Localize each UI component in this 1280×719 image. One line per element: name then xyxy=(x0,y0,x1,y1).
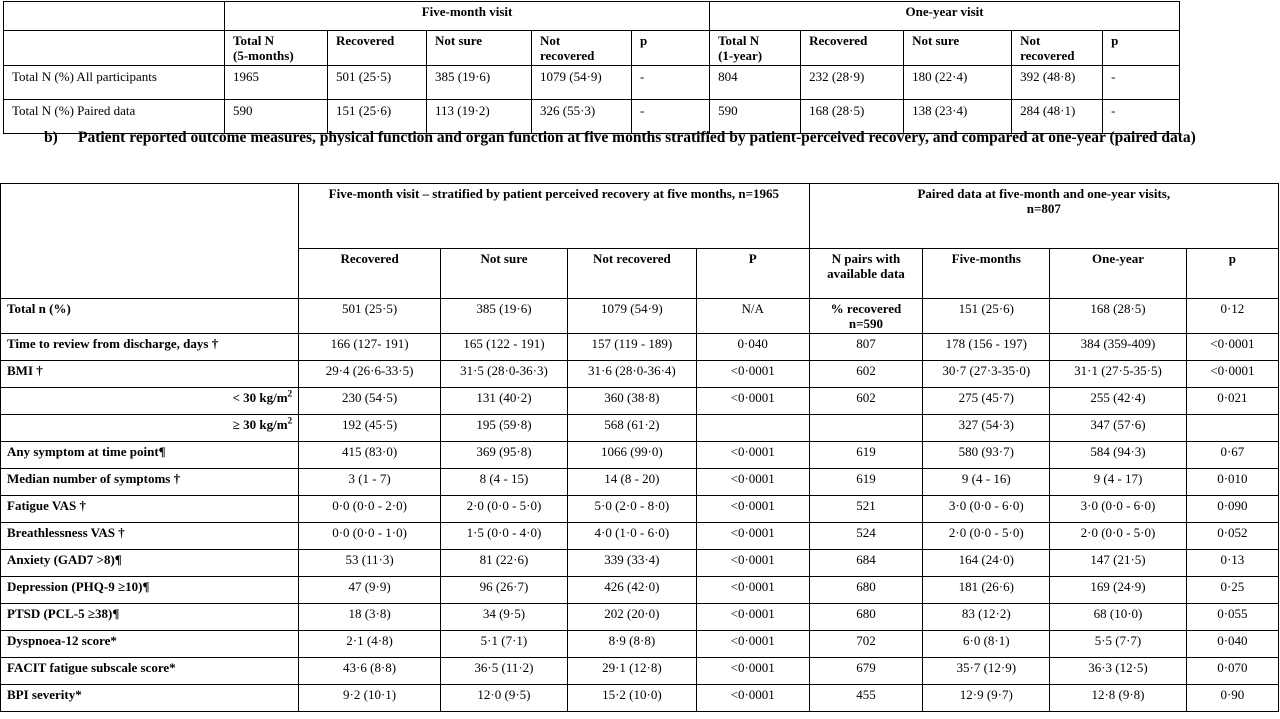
outcomes-cell: <0·0001 xyxy=(696,388,809,415)
outcomes-row-label: Time to review from discharge, days † xyxy=(1,334,299,361)
outcomes-cell: 2·0 (0·0 - 5·0) xyxy=(1050,523,1187,550)
summary-cell: - xyxy=(1103,100,1180,134)
outcomes-cell: <0·0001 xyxy=(696,550,809,577)
summary-cell: 284 (48·1) xyxy=(1012,100,1103,134)
outcomes-body xyxy=(1,334,1279,712)
outcomes-cell: 0·25 xyxy=(1186,577,1278,604)
outcomes-row-label: Dyspnoea-12 score* xyxy=(1,631,299,658)
summary-cell: - xyxy=(632,100,710,134)
outcomes-cell: 36·3 (12·5) xyxy=(1050,658,1187,685)
outcomes-cell: 501 (25·5) xyxy=(299,299,441,334)
outcomes-cell: 679 xyxy=(809,658,923,685)
outcomes-cell: 3·0 (0·0 - 6·0) xyxy=(1050,496,1187,523)
summary-col-header: Not sure xyxy=(427,31,532,66)
outcomes-row xyxy=(1,631,1279,658)
caption-text: Patient reported outcome measures, physical function and organ function at five months stratified by patient-perceived recovery, and compared at one-year (paired data) xyxy=(78,129,1196,146)
summary-cell: 1965 xyxy=(225,66,328,100)
outcomes-cell: 12·0 (9·5) xyxy=(441,685,568,712)
summary-group-header: Five-month visit xyxy=(225,2,710,31)
outcomes-row xyxy=(1,496,1279,523)
caption-label: b) xyxy=(44,129,58,146)
outcomes-cell: 1066 (99·0) xyxy=(567,442,696,469)
outcomes-cell: 14 (8 - 20) xyxy=(567,469,696,496)
outcomes-row xyxy=(1,604,1279,631)
outcomes-cell xyxy=(696,415,809,442)
outcomes-cell: 30·7 (27·3-35·0) xyxy=(923,361,1050,388)
outcomes-cell: 3·0 (0·0 - 6·0) xyxy=(923,496,1050,523)
outcomes-row xyxy=(1,388,1279,415)
outcomes-row xyxy=(1,361,1279,388)
summary-cell: 501 (25·5) xyxy=(328,66,427,100)
outcomes-cell: 275 (45·7) xyxy=(923,388,1050,415)
outcomes-cell: 0·070 xyxy=(1186,658,1278,685)
outcomes-cell: <0·0001 xyxy=(696,523,809,550)
outcomes-cell: 0·010 xyxy=(1186,469,1278,496)
outcomes-row-label: Anxiety (GAD7 >8)¶ xyxy=(1,550,299,577)
outcomes-table xyxy=(0,183,1279,712)
outcomes-cell: <0·0001 xyxy=(696,361,809,388)
outcomes-row-label: Depression (PHQ-9 ≥10)¶ xyxy=(1,577,299,604)
outcomes-cell: 327 (54·3) xyxy=(923,415,1050,442)
outcomes-cell: 83 (12·2) xyxy=(923,604,1050,631)
outcomes-cell: 584 (94·3) xyxy=(1050,442,1187,469)
outcomes-cell: 455 xyxy=(809,685,923,712)
outcomes-row-label: Median number of symptoms † xyxy=(1,469,299,496)
outcomes-cell: 0·12 xyxy=(1186,299,1278,334)
outcomes-cell: 0·040 xyxy=(1186,631,1278,658)
outcomes-cell: 34 (9·5) xyxy=(441,604,568,631)
outcomes-cell: 347 (57·6) xyxy=(1050,415,1187,442)
outcomes-cell: 385 (19·6) xyxy=(441,299,568,334)
outcomes-row-label-superscript: 2 xyxy=(287,388,293,399)
outcomes-row-label: BMI † xyxy=(1,361,299,388)
outcomes-col-header: Five-months xyxy=(923,249,1050,299)
summary-col-header: p xyxy=(632,31,710,66)
outcomes-cell: 31·6 (28·0-36·4) xyxy=(567,361,696,388)
summary-cell: 326 (55·3) xyxy=(532,100,632,134)
summary-cell: 1079 (54·9) xyxy=(532,66,632,100)
outcomes-cell: 602 xyxy=(809,361,923,388)
summary-col-header: Not sure xyxy=(904,31,1012,66)
outcomes-cell: 9 (4 - 17) xyxy=(1050,469,1187,496)
outcomes-group-header-row xyxy=(1,184,1279,249)
outcomes-cell: <0·0001 xyxy=(696,685,809,712)
outcomes-col-header: p xyxy=(1186,249,1278,299)
outcomes-row-label: BPI severity* xyxy=(1,685,299,712)
outcomes-cell: 6·0 (8·1) xyxy=(923,631,1050,658)
outcomes-cell: <0·0001 xyxy=(696,658,809,685)
summary-cell: 232 (28·9) xyxy=(801,66,904,100)
outcomes-cell: 43·6 (8·8) xyxy=(299,658,441,685)
outcomes-col-header: P xyxy=(696,249,809,299)
outcomes-row xyxy=(1,415,1279,442)
outcomes-cell: 36·5 (11·2) xyxy=(441,658,568,685)
outcomes-cell: 151 (25·6) xyxy=(923,299,1050,334)
outcomes-cell: 47 (9·9) xyxy=(299,577,441,604)
summary-cell: 168 (28·5) xyxy=(801,100,904,134)
outcomes-col-header: Recovered xyxy=(299,249,441,299)
outcomes-cell: 81 (22·6) xyxy=(441,550,568,577)
outcomes-cell: <0·0001 xyxy=(696,604,809,631)
summary-col-header: Total N (1-year) xyxy=(710,31,801,66)
outcomes-cell: 0·040 xyxy=(696,334,809,361)
summary-table xyxy=(3,1,1180,134)
outcomes-group-header: Five-month visit – stratified by patient perceived recovery at five months, n=1965 xyxy=(299,184,810,249)
summary-cell: 590 xyxy=(225,100,328,134)
summary-group-header: One-year visit xyxy=(710,2,1180,31)
outcomes-cell: 360 (38·8) xyxy=(567,388,696,415)
summary-corner-cell xyxy=(4,31,225,66)
summary-group-header-row xyxy=(4,2,1180,31)
outcomes-row xyxy=(1,550,1279,577)
outcomes-row xyxy=(1,442,1279,469)
outcomes-cell: 5·5 (7·7) xyxy=(1050,631,1187,658)
outcomes-cell: 1079 (54·9) xyxy=(567,299,696,334)
outcomes-cell: 12·9 (9·7) xyxy=(923,685,1050,712)
outcomes-cell: 169 (24·9) xyxy=(1050,577,1187,604)
outcomes-cell: 4·0 (1·0 - 6·0) xyxy=(567,523,696,550)
outcomes-cell: 0·021 xyxy=(1186,388,1278,415)
outcomes-cell: 147 (21·5) xyxy=(1050,550,1187,577)
summary-col-header: Total N (5-months) xyxy=(225,31,328,66)
outcomes-cell: 369 (95·8) xyxy=(441,442,568,469)
outcomes-cell: 255 (42·4) xyxy=(1050,388,1187,415)
summary-cell: - xyxy=(1103,66,1180,100)
summary-col-header: Not recovered xyxy=(532,31,632,66)
outcomes-cell: 96 (26·7) xyxy=(441,577,568,604)
outcomes-cell: 35·7 (12·9) xyxy=(923,658,1050,685)
summary-cell: - xyxy=(632,66,710,100)
summary-cell: 151 (25·6) xyxy=(328,100,427,134)
outcomes-cell: 415 (83·0) xyxy=(299,442,441,469)
outcomes-cell: 164 (24·0) xyxy=(923,550,1050,577)
outcomes-cell: 680 xyxy=(809,604,923,631)
outcomes-col-header: Not recovered xyxy=(567,249,696,299)
outcomes-cell: 12·8 (9·8) xyxy=(1050,685,1187,712)
summary-row-label: Total N (%) All participants xyxy=(4,66,225,100)
outcomes-cell: % recovered n=590 xyxy=(809,299,923,334)
outcomes-cell: 192 (45·5) xyxy=(299,415,441,442)
outcomes-cell: 8·9 (8·8) xyxy=(567,631,696,658)
outcomes-row xyxy=(1,685,1279,712)
outcomes-col-header: Not sure xyxy=(441,249,568,299)
outcomes-cell: 524 xyxy=(809,523,923,550)
outcomes-cell: 521 xyxy=(809,496,923,523)
outcomes-cell: <0·0001 xyxy=(696,496,809,523)
outcomes-row-label-text: < 30 kg/m xyxy=(232,390,288,405)
outcomes-cell: 230 (54·5) xyxy=(299,388,441,415)
summary-subheader-row xyxy=(4,31,1180,66)
outcomes-cell: 619 xyxy=(809,442,923,469)
outcomes-cell: 2·0 (0·0 - 5·0) xyxy=(441,496,568,523)
summary-col-header: Not recovered xyxy=(1012,31,1103,66)
outcomes-row-label: FACIT fatigue subscale score* xyxy=(1,658,299,685)
outcomes-cell: 702 xyxy=(809,631,923,658)
outcomes-cell: 168 (28·5) xyxy=(1050,299,1187,334)
outcomes-cell: 181 (26·6) xyxy=(923,577,1050,604)
outcomes-cell: 53 (11·3) xyxy=(299,550,441,577)
outcomes-cell: 31·1 (27·5-35·5) xyxy=(1050,361,1187,388)
outcomes-row-label-superscript: 2 xyxy=(287,415,293,426)
outcomes-cell: 680 xyxy=(809,577,923,604)
summary-col-header: Recovered xyxy=(801,31,904,66)
outcomes-cell: <0·0001 xyxy=(1186,334,1278,361)
outcomes-cell: N/A xyxy=(696,299,809,334)
outcomes-cell: 9·2 (10·1) xyxy=(299,685,441,712)
outcomes-cell: <0·0001 xyxy=(696,631,809,658)
outcomes-cell: 0·0 (0·0 - 1·0) xyxy=(299,523,441,550)
outcomes-cell: 9 (4 - 16) xyxy=(923,469,1050,496)
outcomes-cell: 195 (59·8) xyxy=(441,415,568,442)
outcomes-row-label: Total n (%) xyxy=(1,299,299,334)
outcomes-row xyxy=(1,577,1279,604)
outcomes-cell: 339 (33·4) xyxy=(567,550,696,577)
outcomes-total-row xyxy=(1,299,1279,334)
summary-corner-cell xyxy=(4,2,225,31)
outcomes-cell: 602 xyxy=(809,388,923,415)
outcomes-cell: 426 (42·0) xyxy=(567,577,696,604)
summary-row-label: Total N (%) Paired data xyxy=(4,100,225,134)
outcomes-col-header: One-year xyxy=(1050,249,1187,299)
outcomes-cell: 0·055 xyxy=(1186,604,1278,631)
summary-cell: 138 (23·4) xyxy=(904,100,1012,134)
outcomes-cell: 5·0 (2·0 - 8·0) xyxy=(567,496,696,523)
outcomes-cell xyxy=(1186,415,1278,442)
summary-cell: 590 xyxy=(710,100,801,134)
outcomes-cell: <0·0001 xyxy=(696,469,809,496)
outcomes-cell xyxy=(809,415,923,442)
outcomes-cell: 202 (20·0) xyxy=(567,604,696,631)
outcomes-cell: 18 (3·8) xyxy=(299,604,441,631)
outcomes-cell: <0·0001 xyxy=(1186,361,1278,388)
outcomes-cell: 0·67 xyxy=(1186,442,1278,469)
outcomes-row xyxy=(1,469,1279,496)
outcomes-row-label: Any symptom at time point¶ xyxy=(1,442,299,469)
outcomes-row xyxy=(1,523,1279,550)
outcomes-cell: 1·5 (0·0 - 4·0) xyxy=(441,523,568,550)
outcomes-cell: 31·5 (28·0-36·3) xyxy=(441,361,568,388)
outcomes-row xyxy=(1,334,1279,361)
outcomes-cell: 68 (10·0) xyxy=(1050,604,1187,631)
outcomes-col-header: N pairs with available data xyxy=(809,249,923,299)
outcomes-group-header: Paired data at five-month and one-year visits, n=807 xyxy=(809,184,1278,249)
outcomes-cell: 15·2 (10·0) xyxy=(567,685,696,712)
outcomes-cell: <0·0001 xyxy=(696,577,809,604)
outcomes-cell: 0·0 (0·0 - 2·0) xyxy=(299,496,441,523)
outcomes-cell: 0·052 xyxy=(1186,523,1278,550)
outcomes-row-label: Breathlessness VAS † xyxy=(1,523,299,550)
outcomes-cell: 29·4 (26·6-33·5) xyxy=(299,361,441,388)
outcomes-cell: 165 (122 - 191) xyxy=(441,334,568,361)
outcomes-row-label-text: ≥ 30 kg/m xyxy=(232,417,288,432)
summary-col-header: Recovered xyxy=(328,31,427,66)
outcomes-cell: 568 (61·2) xyxy=(567,415,696,442)
outcomes-cell: 619 xyxy=(809,469,923,496)
summary-cell: 113 (19·2) xyxy=(427,100,532,134)
outcomes-row-label: Fatigue VAS † xyxy=(1,496,299,523)
summary-cell: 180 (22·4) xyxy=(904,66,1012,100)
outcomes-cell: 0·13 xyxy=(1186,550,1278,577)
summary-cell: 392 (48·8) xyxy=(1012,66,1103,100)
outcomes-cell: 807 xyxy=(809,334,923,361)
outcomes-row-label: PTSD (PCL-5 ≥38)¶ xyxy=(1,604,299,631)
outcomes-cell: 131 (40·2) xyxy=(441,388,568,415)
outcomes-cell: 8 (4 - 15) xyxy=(441,469,568,496)
outcomes-row xyxy=(1,658,1279,685)
outcomes-cell: <0·0001 xyxy=(696,442,809,469)
outcomes-cell: 2·0 (0·0 - 5·0) xyxy=(923,523,1050,550)
outcomes-cell: 29·1 (12·8) xyxy=(567,658,696,685)
summary-cell: 385 (19·6) xyxy=(427,66,532,100)
outcomes-cell: 580 (93·7) xyxy=(923,442,1050,469)
outcomes-row-label xyxy=(1,388,299,415)
outcomes-cell: 5·1 (7·1) xyxy=(441,631,568,658)
outcomes-cell: 684 xyxy=(809,550,923,577)
outcomes-cell: 3 (1 - 7) xyxy=(299,469,441,496)
summary-cell: 804 xyxy=(710,66,801,100)
outcomes-cell: 178 (156 - 197) xyxy=(923,334,1050,361)
summary-col-header: p xyxy=(1103,31,1180,66)
outcomes-row-label xyxy=(1,415,299,442)
outcomes-cell: 166 (127- 191) xyxy=(299,334,441,361)
outcomes-corner-cell xyxy=(1,184,299,299)
outcomes-cell: 384 (359-409) xyxy=(1050,334,1187,361)
summary-row xyxy=(4,66,1180,100)
outcomes-cell: 2·1 (4·8) xyxy=(299,631,441,658)
outcomes-cell: 157 (119 - 189) xyxy=(567,334,696,361)
outcomes-cell: 0·90 xyxy=(1186,685,1278,712)
outcomes-cell: 0·090 xyxy=(1186,496,1278,523)
